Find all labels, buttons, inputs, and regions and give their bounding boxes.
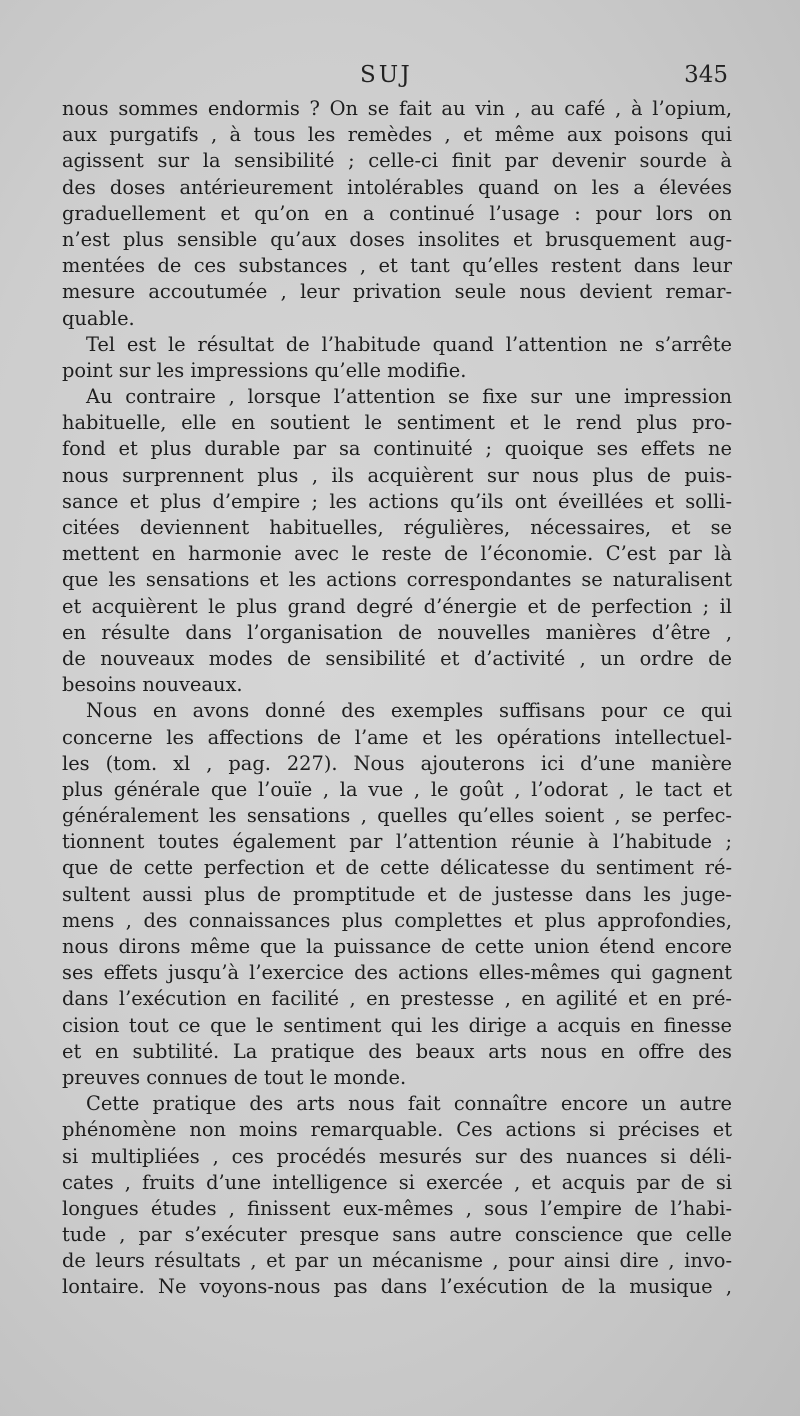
text-line: ses effets jusqu’à l’exercice des actions elles-mêmes qui gagnent bbox=[62, 961, 732, 985]
text-line: que les sensations et les actions correspondantes se naturalisent bbox=[62, 568, 732, 592]
text-line: que de cette perfection et de cette délicatesse du sentiment ré- bbox=[62, 856, 732, 880]
text-line: longues études , finissent eux-mêmes , sous l’empire de l’habi- bbox=[62, 1196, 732, 1220]
text-line: tude , par s’exécuter presque sans autre conscience que celle bbox=[62, 1223, 732, 1247]
text-line: dans l’exécution en facilité , en prestesse , en agilité et en pré- bbox=[62, 987, 732, 1011]
text-line: aux purgatifs , à tous les remèdes , et même aux poisons qui bbox=[62, 123, 732, 147]
text-line: et en subtilité. La pratique des beaux arts nous en offre des bbox=[62, 1039, 732, 1063]
text-line: graduellement et qu’on en a continué l’usage : pour lors on bbox=[62, 201, 732, 225]
text-line: mettent en harmonie avec le reste de l’économie. C’est par là bbox=[62, 542, 732, 566]
text-line: mesure accoutumée , leur privation seule nous devient remar- bbox=[62, 280, 732, 304]
text-line: nous surprennent plus , ils acquièrent sur nous plus de puis- bbox=[62, 463, 732, 487]
text-line: fond et plus durable par sa continuité ; quoique ses effets ne bbox=[62, 437, 732, 461]
text-line: Tel est le résultat de l’habitude quand l’attention ne s’arrête bbox=[86, 332, 732, 356]
text-line: nous dirons même que la puissance de cette union étend encore bbox=[62, 935, 732, 958]
text-line: Au contraire , lorsque l’attention se fixe sur une impression bbox=[86, 385, 732, 409]
text-line: lontaire. Ne voyons-nous pas dans l’exécution de la musique , bbox=[62, 1275, 732, 1299]
text-line: phénomène non moins remarquable. Ces actions si précises et bbox=[62, 1118, 732, 1142]
text-line: en résulte dans l’organisation de nouvelles manières d’être , bbox=[62, 620, 732, 644]
text-line: habituelle, elle en soutient le sentiment et le rend plus pro- bbox=[62, 411, 732, 435]
text-line: besoins nouveaux. bbox=[62, 673, 243, 697]
text-line: sultent aussi plus de promptitude et de justesse dans les juge- bbox=[62, 882, 732, 906]
text-line: preuves connues de tout le monde. bbox=[62, 1065, 407, 1089]
text-line: Cette pratique des arts nous fait connaître encore un autre bbox=[86, 1092, 732, 1116]
text-line: les (tom. xl , pag. 227). Nous ajouterons ici d’une manière bbox=[62, 751, 732, 775]
text-line: Nous en avons donné des exemples suffisans pour ce qui bbox=[86, 699, 732, 723]
text-line: généralement les sensations , quelles qu’elles soient , se perfec- bbox=[62, 804, 732, 828]
text-line: cision tout ce que le sentiment qui les dirige a acquis en finesse bbox=[62, 1013, 732, 1037]
text-line: plus générale que l’ouïe , la vue , le goût , l’odorat , le tact et bbox=[62, 777, 732, 801]
text-line: tionnent toutes également par l’attention réunie à l’habitude ; bbox=[62, 830, 732, 854]
text-line: quable. bbox=[62, 306, 135, 330]
body-text bbox=[62, 96, 732, 1301]
text-line: mens , des connaissances plus complettes et plus approfondies, bbox=[62, 908, 732, 932]
text-line: concerne les affections de l’ame et les opérations intellectuel- bbox=[62, 725, 732, 749]
text-line: agissent sur la sensibilité ; celle-ci finit par devenir sourde à bbox=[62, 149, 732, 173]
text-line: sance et plus d’empire ; les actions qu’ils ont éveillées et solli- bbox=[62, 489, 732, 513]
text-line: n’est plus sensible qu’aux doses insolites et brusquement aug- bbox=[62, 227, 732, 251]
text-line: des doses antérieurement intolérables quand on les a élevées bbox=[62, 175, 732, 199]
text-line: de leurs résultats , et par un mécanisme , pour ainsi dire , invo- bbox=[62, 1249, 732, 1273]
running-head bbox=[0, 62, 800, 92]
text-line: nous sommes endormis ? On se fait au vin , au café , à l’opium, bbox=[62, 97, 732, 120]
text-line: et acquièrent le plus grand degré d’énergie et de perfection ; il bbox=[62, 594, 732, 618]
text-line: si multipliées , ces procédés mesurés sur des nuances si déli- bbox=[62, 1144, 732, 1168]
text-line: mentées de ces substances , et tant qu’elles restent dans leur bbox=[62, 254, 732, 278]
page-number: 345 bbox=[684, 62, 728, 88]
text-line: citées deviennent habituelles, régulières, nécessaires, et se bbox=[62, 516, 732, 539]
text-line: point sur les impressions qu’elle modifie. bbox=[62, 358, 467, 382]
text-line: cates , fruits d’une intelligence si exercée , et acquis par de si bbox=[62, 1170, 732, 1194]
text-line: de nouveaux modes de sensibilité et d’activité , un ordre de bbox=[62, 646, 732, 670]
running-title: SUJ bbox=[360, 62, 413, 88]
